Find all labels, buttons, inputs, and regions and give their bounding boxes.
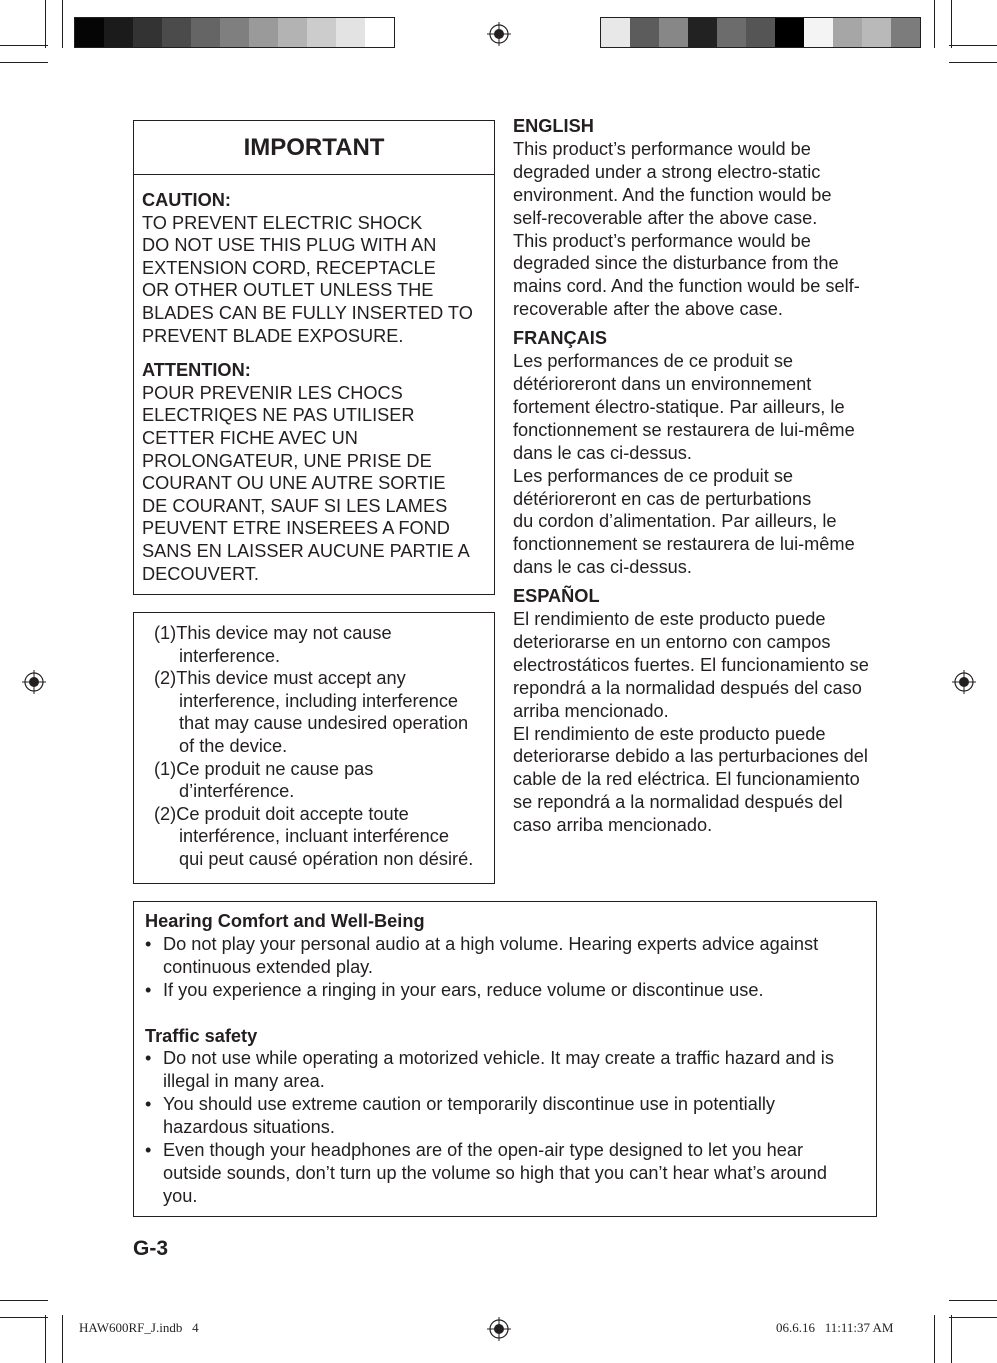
color-calibration-strip-left	[74, 17, 395, 48]
spanish-line: deteriorarse debido a las perturbaciones del	[513, 746, 868, 767]
fcc-item-text: Ce produit doit accepte toute	[176, 803, 409, 824]
attention-line: SANS EN LAISSER AUCUNE PARTIE A	[142, 540, 470, 561]
caution-line: BLADES CAN BE FULLY INSERTED TO	[142, 302, 473, 323]
crop-mark	[951, 1315, 952, 1363]
color-swatch	[717, 18, 746, 47]
important-notice-box	[133, 120, 495, 595]
color-swatch	[104, 18, 133, 47]
crop-mark	[0, 45, 48, 46]
attention-line: DE COURANT, SAUF SI LES LAMES	[142, 495, 448, 516]
bullet-text: Even though your headphones are of the open-air type designed to let you hear	[163, 1140, 804, 1161]
registration-mark-icon	[487, 1317, 511, 1341]
bullet-text: outside sounds, don’t turn up the volume so high that you can’t hear what’s around	[163, 1162, 827, 1183]
spanish-title: ESPAÑOL	[513, 586, 600, 607]
color-swatch	[278, 18, 307, 47]
spanish-line: repondrá a la normalidad después del caso	[513, 677, 862, 698]
crop-mark	[951, 0, 952, 48]
french-line: du cordon d’alimentation. Par ailleurs, le	[513, 511, 837, 532]
fcc-statement-box	[133, 612, 495, 884]
color-swatch	[133, 18, 162, 47]
color-swatch	[162, 18, 191, 47]
fcc-item-text: This device must accept any	[176, 668, 406, 689]
fcc-item-text: interference, including interference	[179, 690, 459, 711]
fcc-item-number: (2)	[154, 803, 177, 824]
color-swatch	[191, 18, 220, 47]
bullet-text: illegal in many area.	[163, 1071, 325, 1092]
footer-timestamp: 06.6.16 11:11:37 AM	[776, 1320, 894, 1335]
fcc-item	[144, 622, 494, 667]
french-line: dans le cas ci-dessus.	[513, 557, 692, 578]
traffic-bullet	[145, 1093, 866, 1139]
caution-heading: CAUTION:	[142, 190, 231, 210]
french-line: fonctionnement se restaurera de lui-même	[513, 534, 855, 555]
bullet-text: Do not use while operating a motorized vehicle. It may create a traffic hazard and is	[163, 1048, 834, 1069]
crop-mark	[45, 1315, 46, 1363]
english-title: ENGLISH	[513, 116, 594, 136]
traffic-bullet	[145, 1139, 866, 1208]
english-line: environment. And the function would be	[513, 184, 832, 205]
bullet-text: If you experience a ringing in your ears, reduce volume or discontinue use.	[163, 979, 764, 1000]
caution-block	[142, 189, 494, 347]
color-swatch	[688, 18, 717, 47]
page-number: G-3	[133, 1237, 169, 1260]
attention-line: PEUVENT ETRE INSEREES A FOND	[142, 518, 450, 539]
attention-heading: ATTENTION:	[142, 360, 251, 381]
french-title: FRANÇAIS	[513, 328, 607, 349]
bullet-text: you.	[163, 1185, 198, 1206]
color-swatch	[804, 18, 833, 47]
spanish-line: El rendimiento de este producto puede	[513, 609, 826, 630]
color-swatch	[746, 18, 775, 47]
caution-line: EXTENSION CORD, RECEPTACLE	[142, 257, 436, 278]
color-swatch	[249, 18, 278, 47]
fcc-item-text: qui peut causé opération non désiré.	[179, 848, 474, 869]
french-line: détérioreront dans un environnement	[513, 373, 812, 394]
crop-mark	[949, 1300, 997, 1301]
registration-mark-icon	[22, 670, 46, 694]
french-section	[513, 327, 883, 579]
french-line: Les performances de ce produit se	[513, 465, 794, 486]
crop-mark	[62, 1315, 63, 1363]
important-title: IMPORTANT	[134, 121, 494, 175]
color-swatch	[307, 18, 336, 47]
english-line: This product’s performance would be	[513, 138, 811, 159]
color-swatch	[891, 18, 920, 47]
color-calibration-strip-right	[600, 17, 921, 48]
crop-mark	[62, 0, 63, 48]
bullet-text: hazardous situations.	[163, 1117, 335, 1138]
spanish-line: cable de la red eléctrica. El funcionamiento	[513, 769, 860, 790]
english-line: recoverable after the above case.	[513, 299, 783, 320]
caution-line: OR OTHER OUTLET UNLESS THE	[142, 280, 434, 301]
spanish-line: electrostáticos fuertes. El funcionamiento se	[513, 654, 869, 675]
french-line: fonctionnement se restaurera de lui-même	[513, 419, 855, 440]
fcc-item-number: (1)	[154, 758, 177, 779]
english-section	[513, 115, 883, 321]
french-line: fortement électro-statique. Par ailleurs, le	[513, 396, 845, 417]
registration-mark-icon	[952, 670, 976, 694]
attention-line: CETTER FICHE AVEC UN	[142, 427, 358, 448]
color-swatch	[659, 18, 688, 47]
fcc-item	[144, 758, 494, 803]
crop-mark	[45, 0, 46, 48]
spanish-line: arriba mencionado.	[513, 700, 669, 721]
color-swatch	[601, 18, 630, 47]
caution-line: DO NOT USE THIS PLUG WITH AN	[142, 235, 437, 256]
spanish-section	[513, 585, 883, 837]
crop-mark	[949, 1317, 997, 1318]
french-line: détérioreront en cas de perturbations	[513, 488, 812, 509]
color-swatch	[365, 18, 394, 47]
color-swatch	[862, 18, 891, 47]
hearing-bullet	[145, 933, 866, 979]
language-notices	[513, 115, 883, 843]
fcc-item-text: This device may not cause	[176, 623, 392, 643]
hearing-bullet	[145, 979, 866, 1002]
french-line: dans le cas ci-dessus.	[513, 442, 692, 463]
attention-line: ELECTRIQES NE PAS UTILISER	[142, 405, 415, 426]
english-line: This product’s performance would be	[513, 230, 811, 251]
color-swatch	[75, 18, 104, 47]
hearing-heading: Hearing Comfort and Well-Being	[145, 911, 425, 931]
spanish-line: se repondrá a la normalidad después del	[513, 792, 843, 813]
spanish-line: caso arriba mencionado.	[513, 815, 713, 836]
crop-mark	[934, 1315, 935, 1363]
english-line: mains cord. And the function would be self-	[513, 276, 860, 297]
color-swatch	[220, 18, 249, 47]
fcc-item-number: (2)	[154, 668, 177, 689]
crop-mark	[0, 1317, 48, 1318]
registration-mark-icon	[487, 22, 511, 46]
spanish-line: deteriorarse en un entorno con campos	[513, 631, 831, 652]
spanish-line: El rendimiento de este producto puede	[513, 723, 826, 744]
footer-file-name: HAW600RF_J.indb 4	[79, 1320, 199, 1335]
traffic-heading: Traffic safety	[145, 1025, 258, 1046]
attention-line: PROLONGATEUR, UNE PRISE DE	[142, 450, 432, 471]
caution-line: PREVENT BLADE EXPOSURE.	[142, 325, 404, 346]
bullet-text: continuous extended play.	[163, 956, 373, 977]
fcc-item-text: interference.	[179, 645, 281, 666]
attention-block	[142, 359, 494, 585]
french-line: Les performances de ce produit se	[513, 351, 794, 372]
crop-mark	[949, 62, 997, 63]
attention-line: DECOUVERT.	[142, 563, 259, 584]
color-swatch	[336, 18, 365, 47]
color-swatch	[630, 18, 659, 47]
fcc-item-number: (1)	[154, 623, 177, 643]
fcc-item	[144, 803, 494, 871]
traffic-bullet	[145, 1047, 866, 1093]
crop-mark	[0, 1300, 48, 1301]
crop-mark	[934, 0, 935, 48]
fcc-item-text: Ce produit ne cause pas	[176, 758, 374, 779]
attention-line: POUR PREVENIR LES CHOCS	[142, 382, 403, 403]
english-line: self-recoverable after the above case.	[513, 207, 818, 228]
attention-line: COURANT OU UNE AUTRE SORTIE	[142, 473, 446, 494]
fcc-item-text: that may cause undesired operation	[179, 713, 469, 734]
color-swatch	[775, 18, 804, 47]
bullet-text: You should use extreme caution or temporarily discontinue use in potentially	[163, 1094, 775, 1115]
fcc-item-text: of the device.	[179, 735, 288, 756]
color-swatch	[833, 18, 862, 47]
crop-mark	[949, 45, 997, 46]
bullet-text: Do not play your personal audio at a high volume. Hearing experts advice against	[163, 933, 819, 954]
fcc-item-text: interférence, incluant interférence	[179, 826, 449, 847]
english-line: degraded under a strong electro-static	[513, 161, 821, 182]
fcc-item	[144, 667, 494, 757]
crop-mark	[0, 62, 48, 63]
caution-line: TO PREVENT ELECTRIC SHOCK	[142, 212, 423, 233]
fcc-item-text: d’interférence.	[179, 781, 295, 802]
english-line: degraded since the disturbance from the	[513, 253, 839, 274]
safety-box	[133, 901, 877, 1217]
